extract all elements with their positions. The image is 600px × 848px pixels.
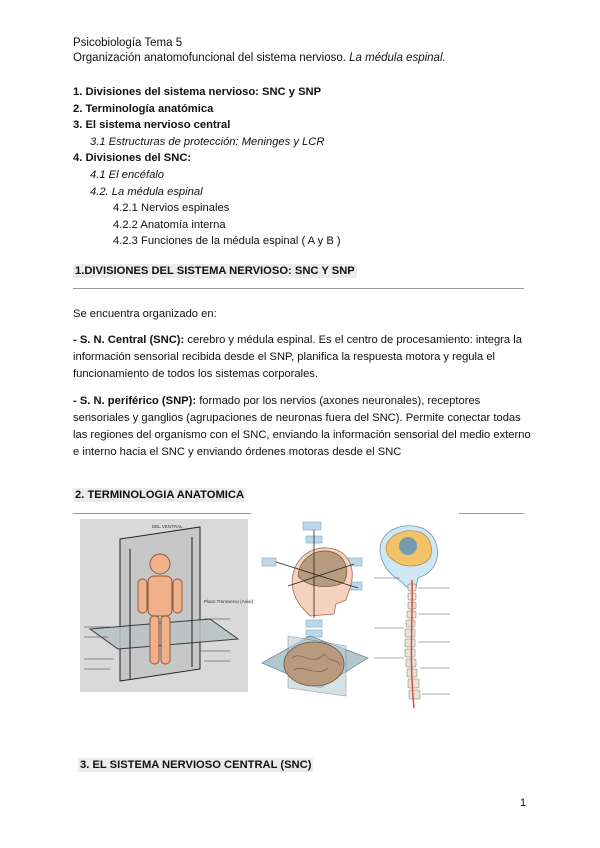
section-2-divider-left — [73, 513, 251, 514]
section-1-divider — [73, 288, 524, 289]
toc-item: 4.2.3 Funciones de la médula espinal ( A y B ) — [113, 235, 341, 248]
section-1-intro: Se encuentra organizado en: — [73, 308, 217, 320]
snp-text: formado por los nervios (axones neuronales), receptores sensoriales y ganglios (agrupaciones de neuronas fuera del SNC). Permite conectar todas las regiones del organismo con el SNC, enviando la información sensorial del medio externo e interno hacia el SNC y enviando órdenes motoras desde el SNC — [73, 395, 531, 458]
snc-paragraph — [73, 332, 533, 383]
section-2-heading: 2. TERMINOLOGIA ANATOMICA — [75, 489, 245, 501]
section-3-heading: 3. EL SISTEMA NERVIOSO CENTRAL (SNC) — [80, 759, 312, 771]
toc-item: 4.2. La médula espinal — [90, 185, 203, 198]
header-line-2: Organización anatomofuncional del sistema nervioso. La médula espinal. — [73, 52, 446, 64]
toc-item: 3. El sistema nervioso central — [73, 119, 231, 132]
figure-label-plane: Plano Transverso (Axial) — [204, 599, 254, 604]
toc-item: 4.2.1 Nervios espinales — [113, 202, 230, 215]
snc-label: - S. N. Central (SNC): — [73, 334, 185, 346]
cns-sagittal-figure — [370, 518, 456, 718]
brain-orientation-illustration — [258, 518, 370, 708]
cns-sagittal-illustration — [370, 518, 456, 718]
document-header — [73, 36, 446, 66]
figure-label-top: DEL VENTRAL — [152, 524, 183, 529]
toc-item: 4.2.2 Anatomía interna — [113, 218, 226, 231]
snp-label: - S. N. periférico (SNP): — [73, 395, 197, 407]
toc-item: 2. Terminología anatómica — [73, 102, 214, 115]
brain-orientation-figure — [258, 518, 370, 708]
page-number: 1 — [520, 797, 527, 809]
header-line-1: Psicobiología Tema 5 — [73, 37, 183, 49]
toc-item: 4.1 El encéfalo — [90, 168, 165, 181]
anatomical-planes-figure — [80, 519, 254, 692]
toc-item: 3.1 Estructuras de protección: Meninges y LCR — [90, 135, 325, 148]
table-of-contents — [73, 84, 341, 250]
snp-paragraph — [73, 393, 533, 461]
toc-item: 1. Divisiones del sistema nervioso: SNC y SNP — [73, 86, 322, 98]
snc-text: cerebro y médula espinal. Es el centro de procesamiento: integra la información sensorial recibida desde el SNP, planifica la respuesta motora y regula el funcionamiento de todos los sistemas corporales. — [73, 334, 522, 380]
toc-item: 4. Divisiones del SNC: — [73, 152, 192, 165]
section-1-heading: 1.DIVISIONES DEL SISTEMA NERVIOSO: SNC Y SNP — [75, 265, 355, 277]
section-2-divider-right — [459, 513, 524, 514]
anatomical-planes-illustration — [80, 519, 254, 692]
